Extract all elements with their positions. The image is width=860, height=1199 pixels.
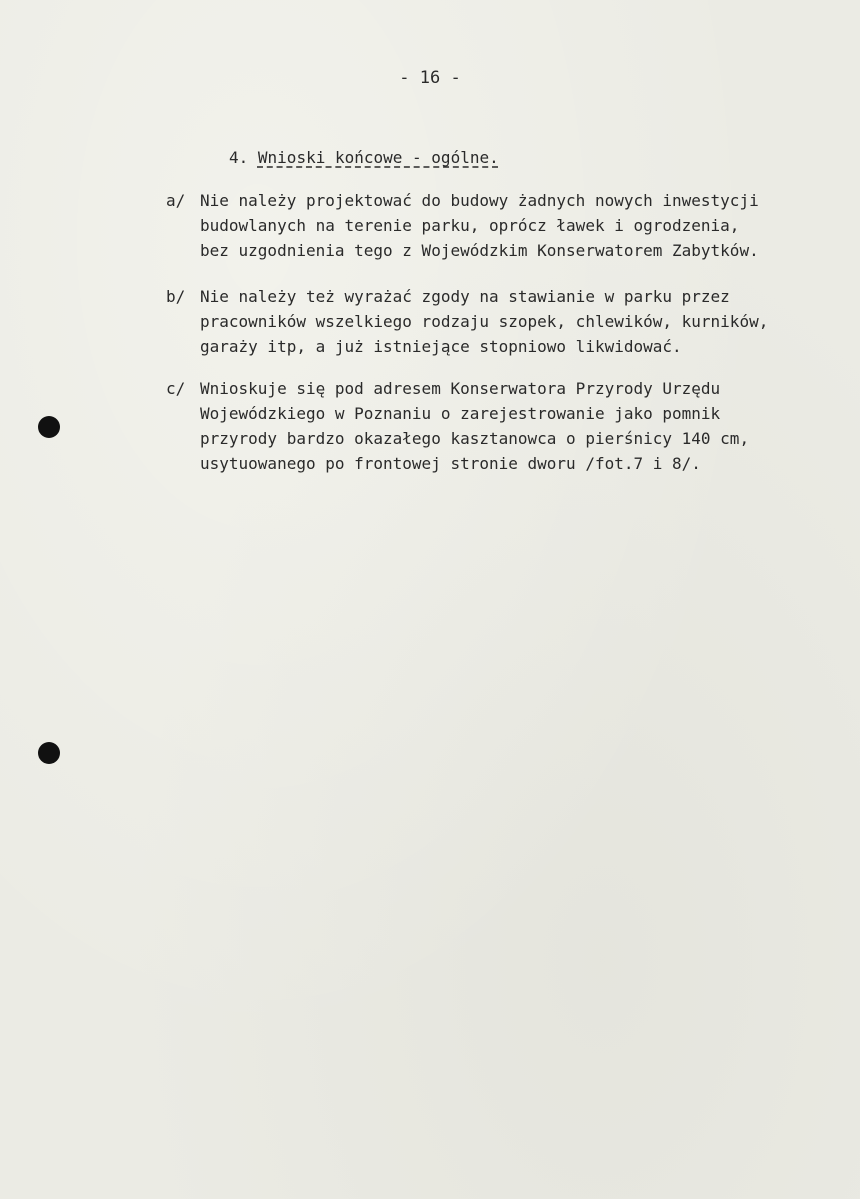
punch-hole: [38, 742, 60, 764]
section-number: 4.: [229, 148, 249, 167]
paragraph-line: Wojewódzkiego w Poznaniu o zarejestrowanie jako pomnik: [200, 404, 721, 423]
paragraph-line: budowlanych na terenie parku, oprócz ławek i ogrodzenia,: [200, 216, 740, 235]
paragraph-line: Nie należy projektować do budowy żadnych nowych inwestycji: [200, 191, 759, 210]
paragraph-a: [166, 188, 826, 263]
paragraph-line: Nie należy też wyrażać zgody na stawianie w parku przez: [200, 287, 730, 306]
section-heading: [229, 148, 499, 167]
page-number: - 16 -: [399, 68, 461, 88]
paragraph-b: [166, 284, 826, 359]
punch-hole: [38, 416, 60, 438]
paragraph-line: usytuowanego po frontowej stronie dworu /fot.7 i 8/.: [200, 454, 701, 473]
paragraph-label: a/: [166, 191, 186, 210]
paragraph-line: przyrody bardzo okazałego kasztanowca o pierśnicy 140 cm,: [200, 429, 750, 448]
paragraph-line: garaży itp, a już istniejące stopniowo likwidować.: [200, 337, 682, 356]
paragraph-label: b/: [166, 287, 186, 306]
paragraph-line: Wnioskuje się pod adresem Konserwatora Przyrody Urzędu: [200, 379, 721, 398]
paragraph-line: bez uzgodnienia tego z Wojewódzkim Konserwatorem Zabytków.: [200, 241, 759, 260]
section-title: Wnioski końcowe - ogólne.: [257, 148, 499, 167]
paragraph-c: [166, 376, 826, 476]
paragraph-label: c/: [166, 379, 186, 398]
paragraph-line: pracowników wszelkiego rodzaju szopek, chlewików, kurników,: [200, 312, 769, 331]
